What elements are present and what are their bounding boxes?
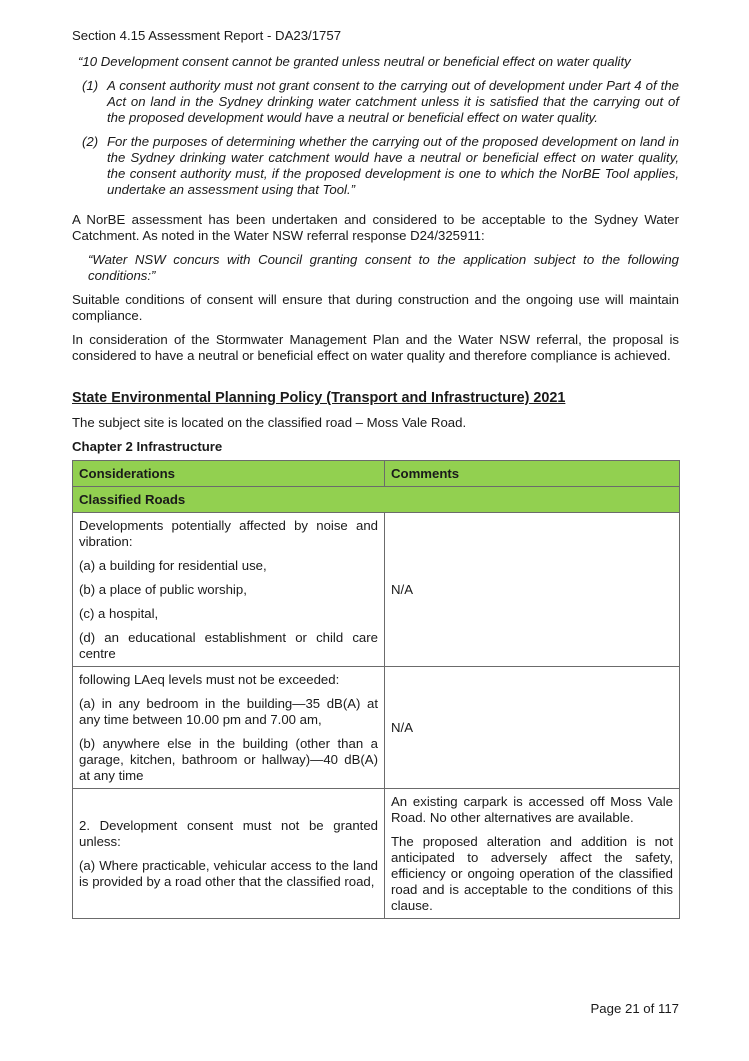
- clause-text: For the purposes of determining whether the carrying out of the proposed development on land in the Sydney drinking water catchment would have a neutral or beneficial effect on water quality, the consent authority must, if the proposed development is one to which the NorBE Tool applies, undertake an assessment using that Tool.”: [107, 134, 679, 197]
- cell-text: Developments potentially affected by noise and vibration:: [79, 518, 378, 549]
- comments-cell: [385, 789, 680, 919]
- cell-text: (b) a place of public worship,: [79, 582, 247, 597]
- group-label: Classified Roads: [73, 487, 680, 513]
- cell-text: The proposed alteration and addition is not anticipated to adversely affect the safety, efficiency or ongoing operation of the classified road and is acceptable to the conditions of this clause.: [391, 834, 673, 913]
- conclusion-paragraph: In consideration of the Stormwater Management Plan and the Water NSW referral, the proposal is considered to have a neutral or beneficial effect on water quality and therefore compliance is achieved.: [72, 332, 679, 363]
- considerations-cell: [73, 789, 385, 919]
- clause-1: [82, 78, 679, 126]
- column-header-considerations: Considerations: [73, 461, 385, 487]
- cell-text: (a) a building for residential use,: [79, 558, 267, 573]
- clause-text: A consent authority must not grant consent to the carrying out of development under Part 4 of the Act on land in the Sydney drinking water catchment unless it is satisfied that the carrying out of the proposed development would have a neutral or beneficial effect on water quality.: [107, 78, 679, 125]
- cell-text: (b) anywhere else in the building (other than a garage, kitchen, bathroom or hallway)—40 dB(A) at any time: [79, 736, 378, 783]
- group-row: [73, 487, 680, 513]
- cell-text: 2. Development consent must not be granted unless:: [79, 818, 378, 849]
- document-page: [72, 28, 679, 919]
- comments-cell: N/A: [385, 667, 680, 789]
- clause-2: [82, 134, 679, 198]
- cell-text: (a) Where practicable, vehicular access to the land is provided by a road other that the classified road,: [79, 858, 378, 889]
- section-intro: The subject site is located on the classified road – Moss Vale Road.: [72, 415, 467, 430]
- table-header-row: [73, 461, 680, 487]
- table-row: [73, 789, 680, 919]
- conditions-paragraph: Suitable conditions of consent will ensure that during construction and the ongoing use will maintain compliance.: [72, 292, 679, 323]
- report-header: Section 4.15 Assessment Report - DA23/1757: [72, 28, 342, 43]
- water-nsw-quote: “Water NSW concurs with Council granting consent to the application subject to the following conditions:”: [88, 252, 679, 283]
- page-number: Page 21 of 117: [590, 1001, 679, 1016]
- chapter-heading: Chapter 2 Infrastructure: [72, 439, 223, 454]
- cell-text: following LAeq levels must not be exceeded:: [79, 672, 340, 687]
- column-header-comments: Comments: [385, 461, 680, 487]
- clause-title: “10 Development consent cannot be granted unless neutral or beneficial effect on water quality: [78, 54, 631, 69]
- section-heading: State Environmental Planning Policy (Transport and Infrastructure) 2021: [72, 390, 566, 406]
- table-row: [73, 513, 680, 667]
- cell-text: (a) in any bedroom in the building—35 dB(A) at any time between 10.00 pm and 7.00 am,: [79, 696, 378, 727]
- table-row: [73, 667, 680, 789]
- considerations-cell: [73, 513, 385, 667]
- infrastructure-table: [72, 460, 680, 919]
- considerations-cell: [73, 667, 385, 789]
- comments-cell: N/A: [385, 513, 680, 667]
- cell-text: (d) an educational establishment or child care centre: [79, 630, 378, 661]
- cell-text: (c) a hospital,: [79, 606, 159, 621]
- cell-text: An existing carpark is accessed off Moss Vale Road. No other alternatives are available.: [391, 794, 673, 825]
- norbe-paragraph: A NorBE assessment has been undertaken and considered to be acceptable to the Sydney Water Catchment. As noted in the Water NSW referral response D24/325911:: [72, 212, 679, 243]
- clause-number: (1): [82, 78, 99, 93]
- clause-number: (2): [82, 134, 99, 149]
